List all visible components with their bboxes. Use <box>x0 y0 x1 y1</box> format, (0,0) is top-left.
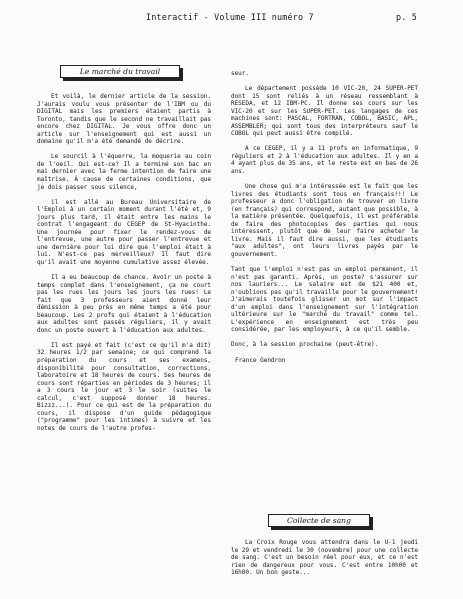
paragraph-emploi: Tant que l'emploi n'est pas un emploi permanent, il n'est pas garanti. Après, un poste? s'assurer sur nos lauriers... Le salaire est de $21 400 et, n'oublions pas qu'il travaille pour le gouvernement! J'aimerais toutefois glisser un mot sur l'impact d'un emploi dans l'enseignement sur l'intégration ultérieure sur le "marché du travail" comme tel. L'expérience en enseignement est très peu considérée, par les employeurs, à ce qu'il semble. <box>231 266 418 334</box>
right-column <box>231 70 418 510</box>
paragraph-intro: Et voilà, le dernier article de la session. J'aurais voulu vous présenter de l'IBM ou du DIGITAL mais les premiers étaient partis à Toronto, tandis que le second ne travaillait pas encore chez DIGITAL. Je vous offre donc un article sur l'enseignement qui est aussi un domaine qu'il m'a été demandé de décrire. <box>37 93 211 146</box>
section-title-travail <box>60 65 180 78</box>
newsletter-title: Interactif - Volume III numéro 7 <box>146 12 314 22</box>
paragraph-embauche: il est allé au Bureau Universitaire de l'Emploi à un certain moment durant l'été et, 9 jours plus tard, il était entre les mains le contrat l'engageant du CEGEP de St-Hyacinthe. Une journée pour fixer le rendez-vous de l'entrevue, une autre pour passer l'entrevue et une dernière pour lui dire que l'emploi était à lui. N'est-ce pas merveilleux? Il faut dire qu'il avait une moyenne cumulative assez élevée. <box>37 198 211 266</box>
paragraph-chance: Il a eu beaucoup de chance. Avoir un poste à temps complet dans l'enseignement, ça ne court pas les rues les jours les jours les rues! Le fait que 3 professeurs aient donné leur démission à peu près en même temps a été pour beaucoup. Les 2 profs qui étaient à l'éducation aux adultes sont passés réguliers, il y avait donc un poste ouvert à l'éducation aux adultes. <box>37 273 211 334</box>
paragraph-horaire: Il est payé et fait (c'est ce qu'il m'a dit) 32 heures 1/2 par semaine; ce qui comprend la préparation du cours et ses examens, disponibilité pour consultation, corrections, laboratoire et 18 heures de cours. Ses heures de cours sont réparties en périodes de 3 heures; il a 3 cours le jour et 3 le soir (suites le calcul, c'est supposé donner 18 heures. Bizzz...). Pour ce qui est de la préparation du cours, il dispose d'un guide pédagogique ("programme" pour les intimes) à suivre et les notes de cours de l'autre profes- <box>37 341 211 432</box>
paragraph-profs: A ce CEGEP, il y a 11 profs en informatique, 9 réguliers et 2 à l'éducation aux adultes. Il y en a 4 ayant plus de 35 ans, et le reste est en bas de 26 ans. <box>231 145 418 176</box>
paragraph-equipement: Le département possède 10 VIC-20, 24 SUPER-PET dont 15 sont reliés à un réseau ressemblant à RESEDA, et 12 IBM-PC. Il donne ses cours sur les VIC-20 et sur les SUPER-PET. Les langages de ces machines sont: PASCAL, FORTRAN, COBOL, BASIC, APL, ASSEMBLER; qui sont tous des interpréteurs sauf le COBOL qui peut aussi être compilé. <box>231 85 418 138</box>
section-title-sang-text: Collecte de sang <box>287 516 351 525</box>
section-title-travail-text: Le marché du travail <box>79 67 161 76</box>
blood-drive-column <box>231 539 418 595</box>
section-title-sang <box>268 514 370 527</box>
author-signature: France Gendron <box>235 356 286 364</box>
paragraph-livres: Une chose qui m'a intéressée est le fait que les livres des étudiants sont tous en français!!! Le professeur a donc l'obligation de trouver un livre (en français) qui correspond, autant que possible, à la matière présentée. Quelquefois, il est préférable de faire des photocopies des parties qui nous intéressent, plutôt que de leur faire acheter le livre. Mais il faut dire aussi, que les étudiants "aux adultes", ont leurs livres payés par le gouvernement. <box>231 183 418 258</box>
paragraph-collecte: La Croix Rouge vous attendra dans le U-1 jeudi le 29 et vendredi le 30 (novembre) pour une collecte de sang. C'est un besoin réel pour eux, et ce n'est rien de dangereux pour vous. C'est entre 10h00 et 16h00. Un bon geste... <box>231 539 418 577</box>
paragraph-continuation: seur. <box>231 70 249 77</box>
page-header <box>0 12 463 24</box>
left-column <box>37 93 211 593</box>
paragraph-portrait: Le sourcil à l'équerre, la moquerie au coin de l'oeil. Qui est-ce? Il a terminé son bac en mai dernier avec la ferme intention de faire une maîtrise. À cause de certaines conditions, que je dois passer sous silence, <box>37 153 211 191</box>
page-number: p. 5 <box>396 12 417 22</box>
paragraph-closing: Donc, à la session prochaine (peut-être). <box>231 341 379 349</box>
